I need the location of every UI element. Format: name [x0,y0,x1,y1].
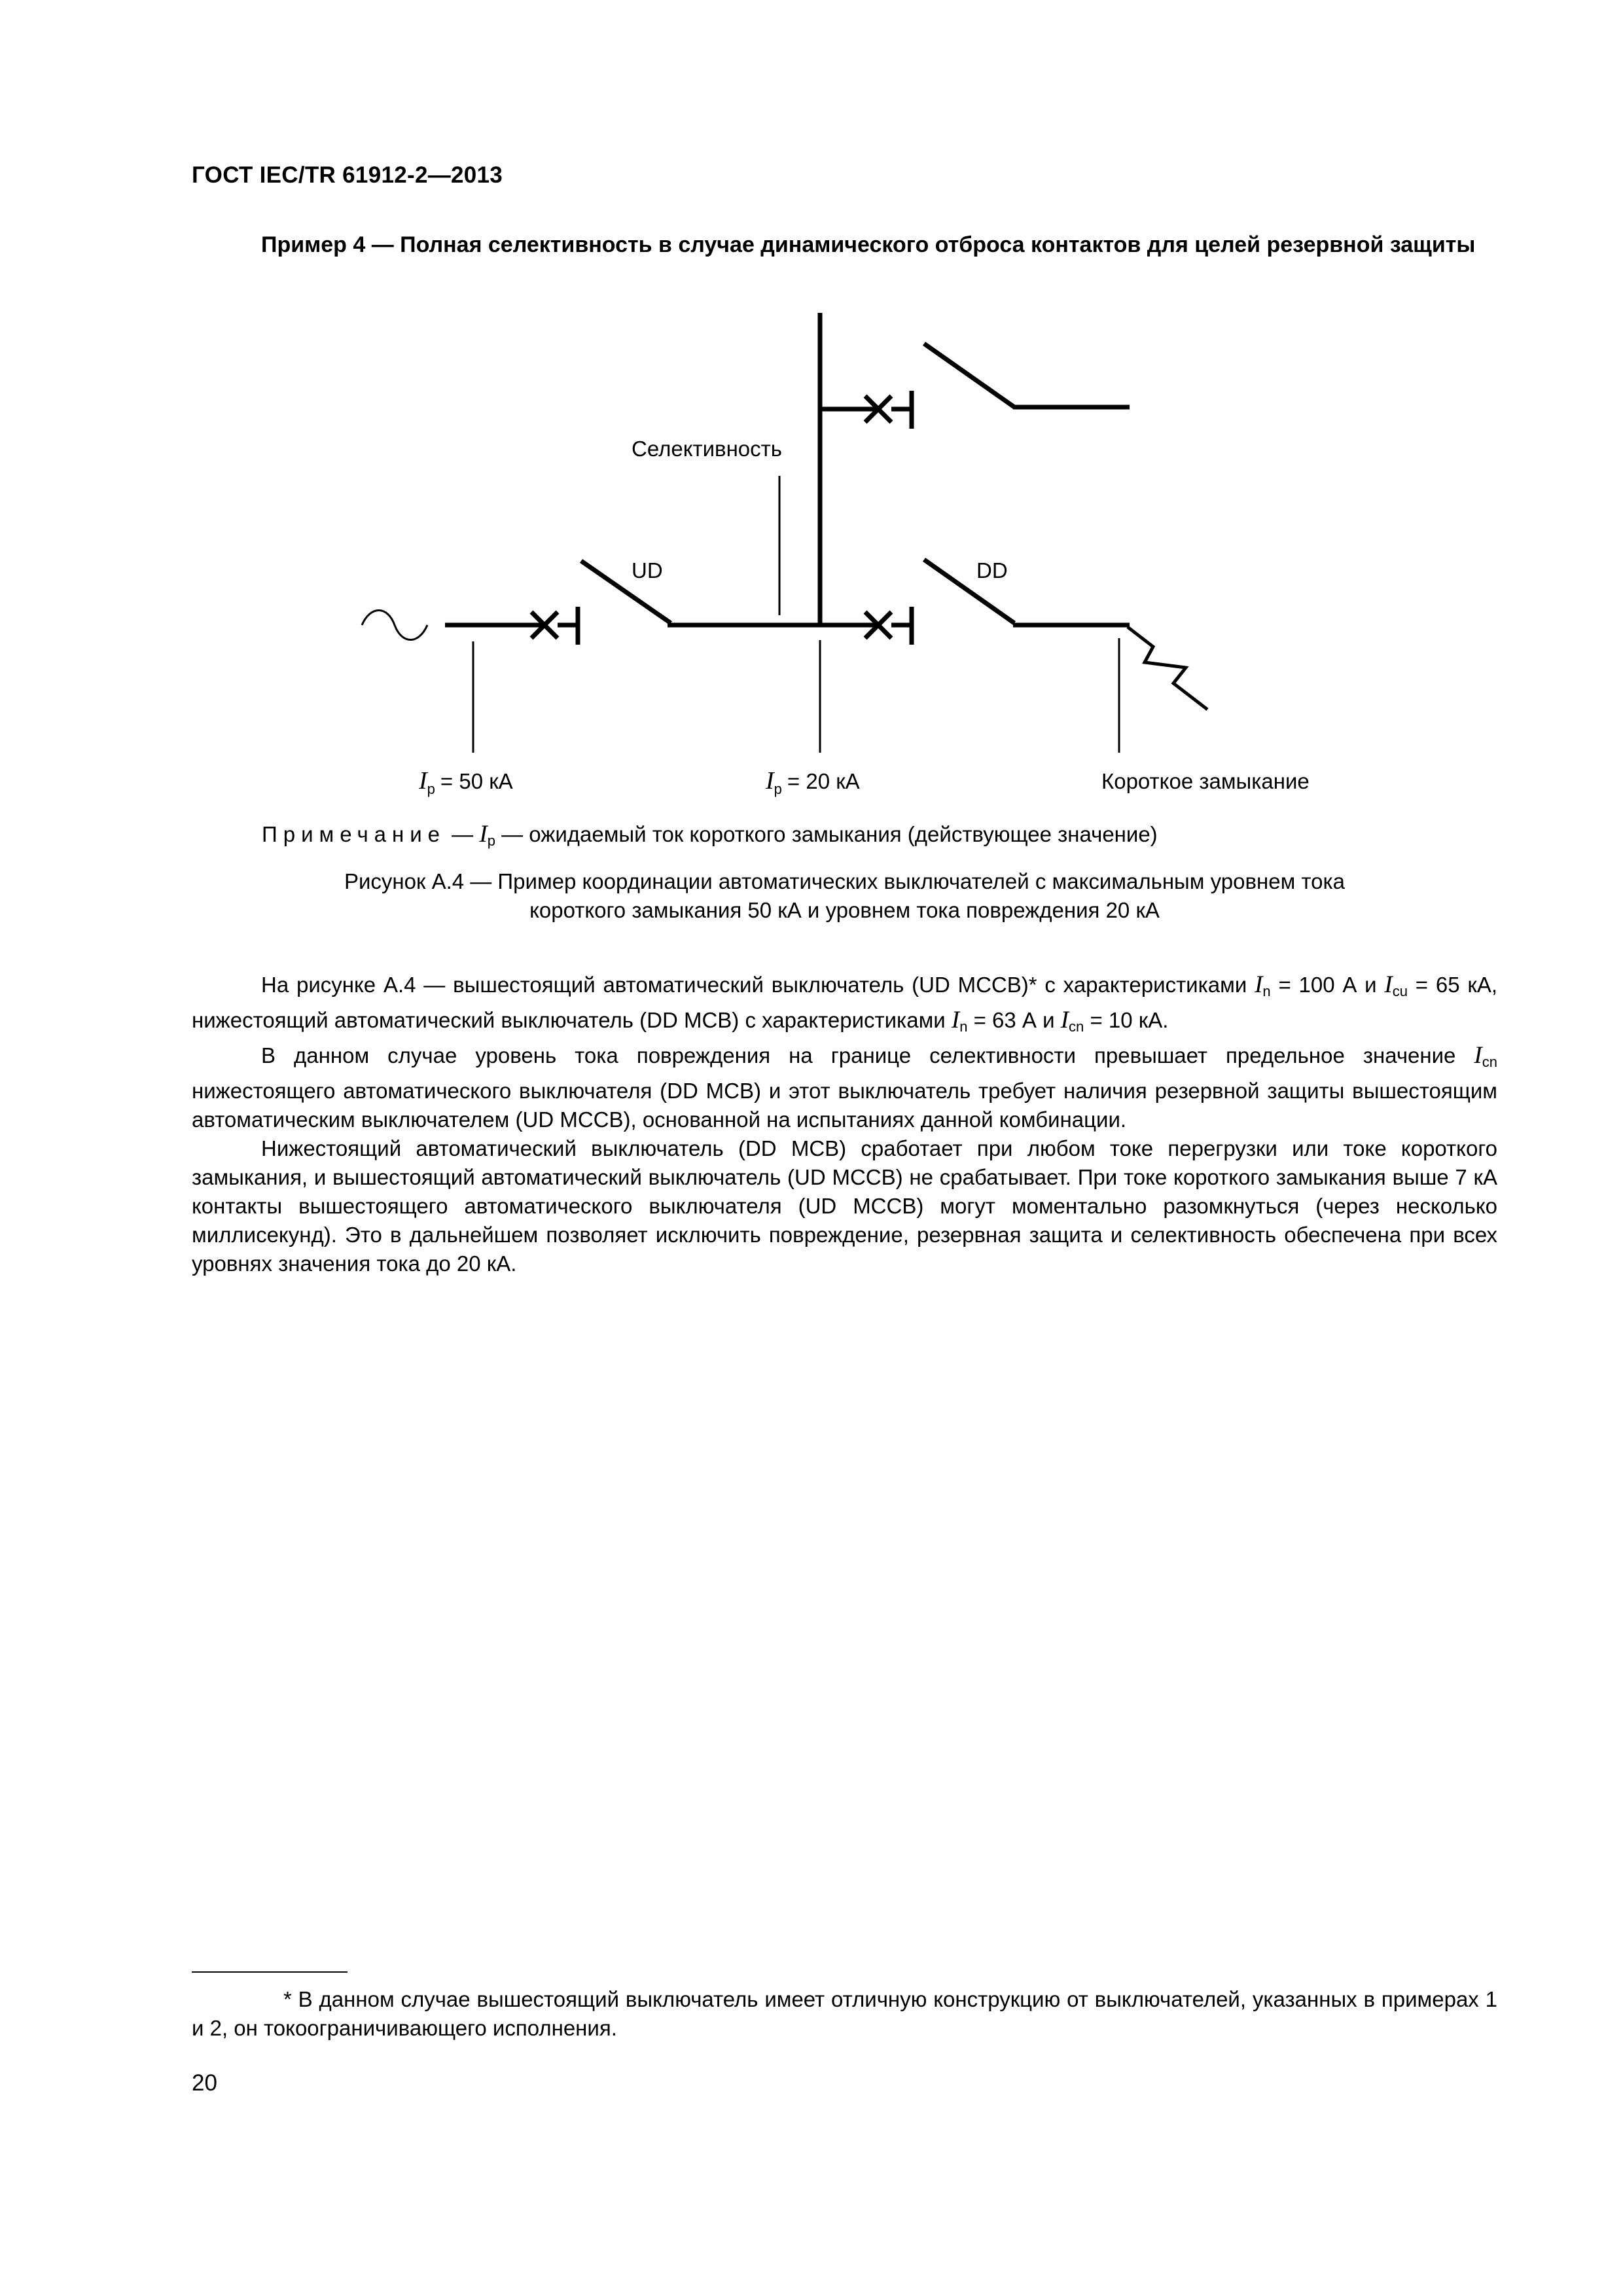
paragraph-2: В данном случае уровень тока повреждения на границе селективности превышает предельное значение $I_{cn}$ нижестоящего автоматического выключателя (DD MCB) и этот выключатель требует наличия резервной защиты вышестоящим автоматическим выключателем (UD MCCB), основанной на испытаниях данной комбинации. [192,1042,1497,1132]
note-prefix: Примечание [262,822,446,846]
ip-left-label: $I_p = 50$ кА [419,767,513,797]
dd-label: DD [976,558,1008,583]
circuit-diagram [0,0,1623,812]
caption-line-1: Рисунок А.4 — Пример координации автоматических выключателей с максимальным уровнем тока [344,869,1346,893]
selectivity-label: Селективность [632,437,782,461]
paragraph-1: На рисунке А.4 — вышестоящий автоматический выключатель (UD MCCB)* с характеристиками $I_n = 100$ А и $I_{cu} = 65$ кА, нижестоящий автоматический выключатель (DD MCB) с характеристиками $I_n = 63$ А и $I_{cn} = 10$ кА. [192,971,1497,1035]
ac-source-icon [362,611,427,640]
paragraph-3: Нижестоящий автоматический выключатель (DD MCB) сработает при любом токе перегрузки или токе короткого замыкания, и вышестоящий автоматический выключатель (UD MCCB) не срабатывает. При токе короткого замыкания выше 7 кА контакты вышестоящего автоматического выключателя (UD MCCB) могут моментально разомкнуться (через несколько миллисекунд). Это в дальнейшем позволяет исключить повреждение, резервная защита и селективность обеспечена при всех уровнях значения тока до 20 кА. [192,1136,1497,1276]
body-text [192,971,1497,1278]
ud-label: UD [632,558,663,583]
upper-switch-blade [924,344,1014,407]
example-title: Пример 4 — Полная селективность в случае динамического отброса контактов для целей резервной защиты [261,232,1476,257]
figure-caption [192,867,1497,925]
short-circuit-label: Короткое замыкание [1101,769,1310,793]
figure-note: Примечание — $I_p$ — ожидаемый ток короткого замыкания (действующее значение) [262,821,1158,849]
short-circuit-zigzag [1128,627,1207,709]
ip-mid-label: $I_p = 20$ кА [766,767,860,797]
document-header: ГОСТ IEC/TR 61912-2—2013 [192,162,503,188]
page-number: 20 [192,2070,217,2096]
footnote: * В данном случае вышестоящий выключатель имеет отличную конструкцию от выключателей, указанных в примерах 1 и 2, он токоограничивающего исполнения. [192,1987,1497,2040]
footnote-divider [192,1971,348,1973]
caption-line-2: короткого замыкания 50 кА и уровнем тока повреждения 20 кА [529,898,1160,922]
